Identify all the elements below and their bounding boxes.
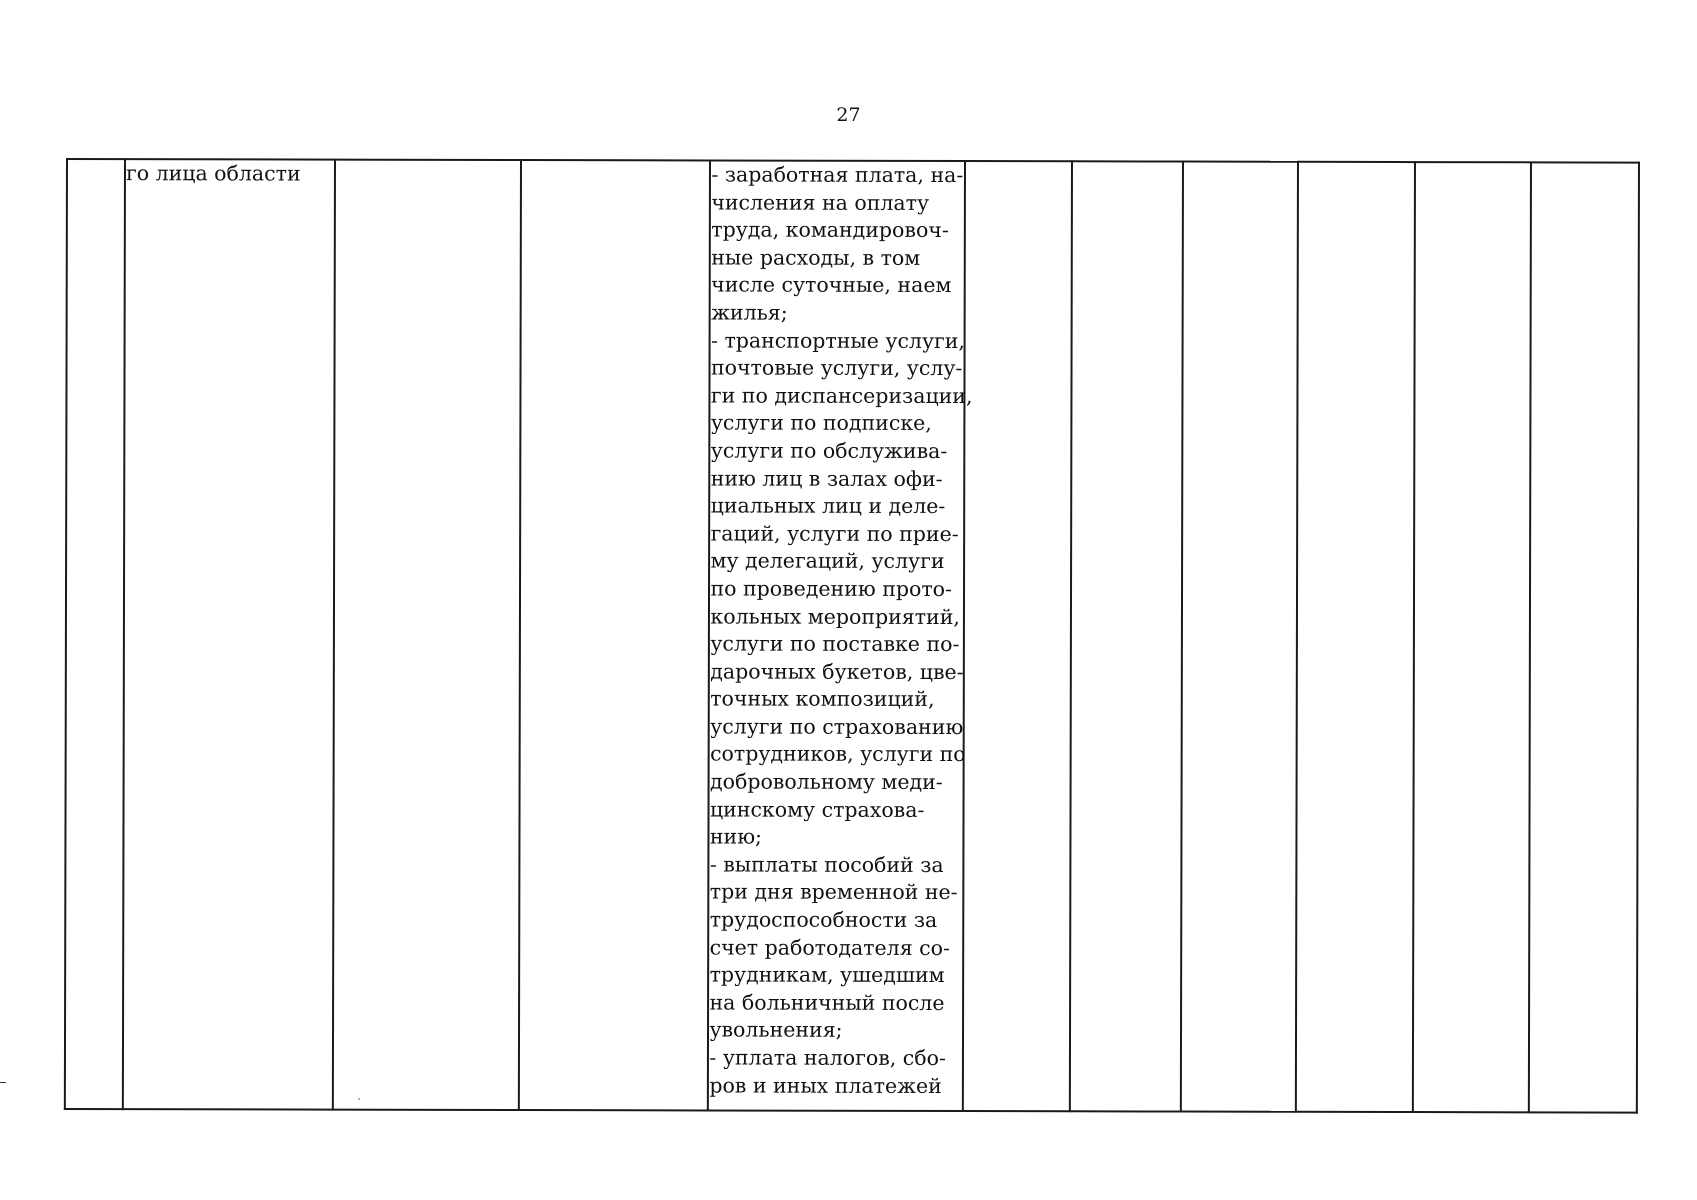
expense-line: три дня временной не- bbox=[709, 879, 958, 905]
cell-4 bbox=[519, 160, 711, 1110]
expense-line: циальных лиц и деле- bbox=[710, 493, 946, 519]
expense-line: жилья; bbox=[711, 300, 788, 325]
expense-line: на больничный после bbox=[709, 990, 945, 1015]
cell-9 bbox=[1296, 162, 1415, 1112]
expense-line: трудникам, ушедшим bbox=[709, 962, 945, 988]
expense-line: сотрудников, услуги по bbox=[710, 741, 966, 767]
expense-line: числения на оплату bbox=[711, 190, 930, 215]
page-number: 27 bbox=[836, 104, 861, 126]
cell-11 bbox=[1529, 162, 1639, 1112]
expense-line: ные расходы, в том bbox=[711, 245, 921, 270]
cell-index bbox=[65, 159, 125, 1109]
expense-lines bbox=[709, 161, 973, 1100]
cell-6 bbox=[963, 161, 1072, 1111]
expense-line: услуги по подписке, bbox=[710, 410, 932, 436]
cell-10 bbox=[1413, 162, 1531, 1112]
expense-line: - заработная плата, на- bbox=[711, 162, 964, 188]
cell-7 bbox=[1070, 161, 1183, 1111]
expense-line: кольных мероприятий, bbox=[710, 603, 960, 629]
expense-line: числе суточные, наем bbox=[711, 272, 952, 298]
expense-line: цинскому страхова- bbox=[709, 797, 925, 822]
expense-line: ров и иных платежей bbox=[709, 1073, 942, 1098]
document-table bbox=[64, 158, 1640, 1114]
expense-line: - транспортные услуги, bbox=[710, 328, 965, 353]
expense-line: трудоспособности за bbox=[709, 907, 938, 933]
cell-name: го лица области bbox=[123, 159, 335, 1109]
expense-line: добровольному меди- bbox=[709, 769, 943, 795]
expense-line: ги по диспансеризации, bbox=[710, 383, 973, 408]
expense-line: почтовые услуги, услу- bbox=[710, 355, 963, 381]
expense-line: услуги по страхованию bbox=[710, 714, 964, 739]
table-row bbox=[65, 159, 1639, 1113]
expense-line: счет работодателя со- bbox=[709, 935, 950, 960]
scan-speck bbox=[358, 1098, 360, 1100]
scan-edge-mark bbox=[0, 1082, 6, 1083]
expense-line: му делегаций, услуги bbox=[710, 548, 945, 574]
expense-line: - выплаты пособий за bbox=[709, 852, 944, 877]
expense-line: нию; bbox=[709, 824, 763, 849]
cell-expenses bbox=[708, 160, 973, 1111]
expense-line: услуги по обслужива- bbox=[710, 438, 948, 463]
cell-3 bbox=[333, 160, 521, 1110]
expense-line: увольнения; bbox=[709, 1017, 843, 1043]
expense-line: по проведению прото- bbox=[710, 576, 953, 601]
expense-line: точных композиций, bbox=[710, 686, 935, 712]
expense-line: услуги по поставке по- bbox=[710, 631, 960, 657]
expense-line: дарочных букетов, цве- bbox=[710, 659, 964, 684]
cell-8 bbox=[1181, 162, 1298, 1112]
expense-line: гаций, услуги по прие- bbox=[710, 521, 959, 546]
expense-line: - уплата налогов, сбо- bbox=[709, 1045, 946, 1070]
expense-line: нию лиц в залах офи- bbox=[710, 465, 943, 491]
expense-line: труда, командировоч- bbox=[711, 217, 949, 243]
